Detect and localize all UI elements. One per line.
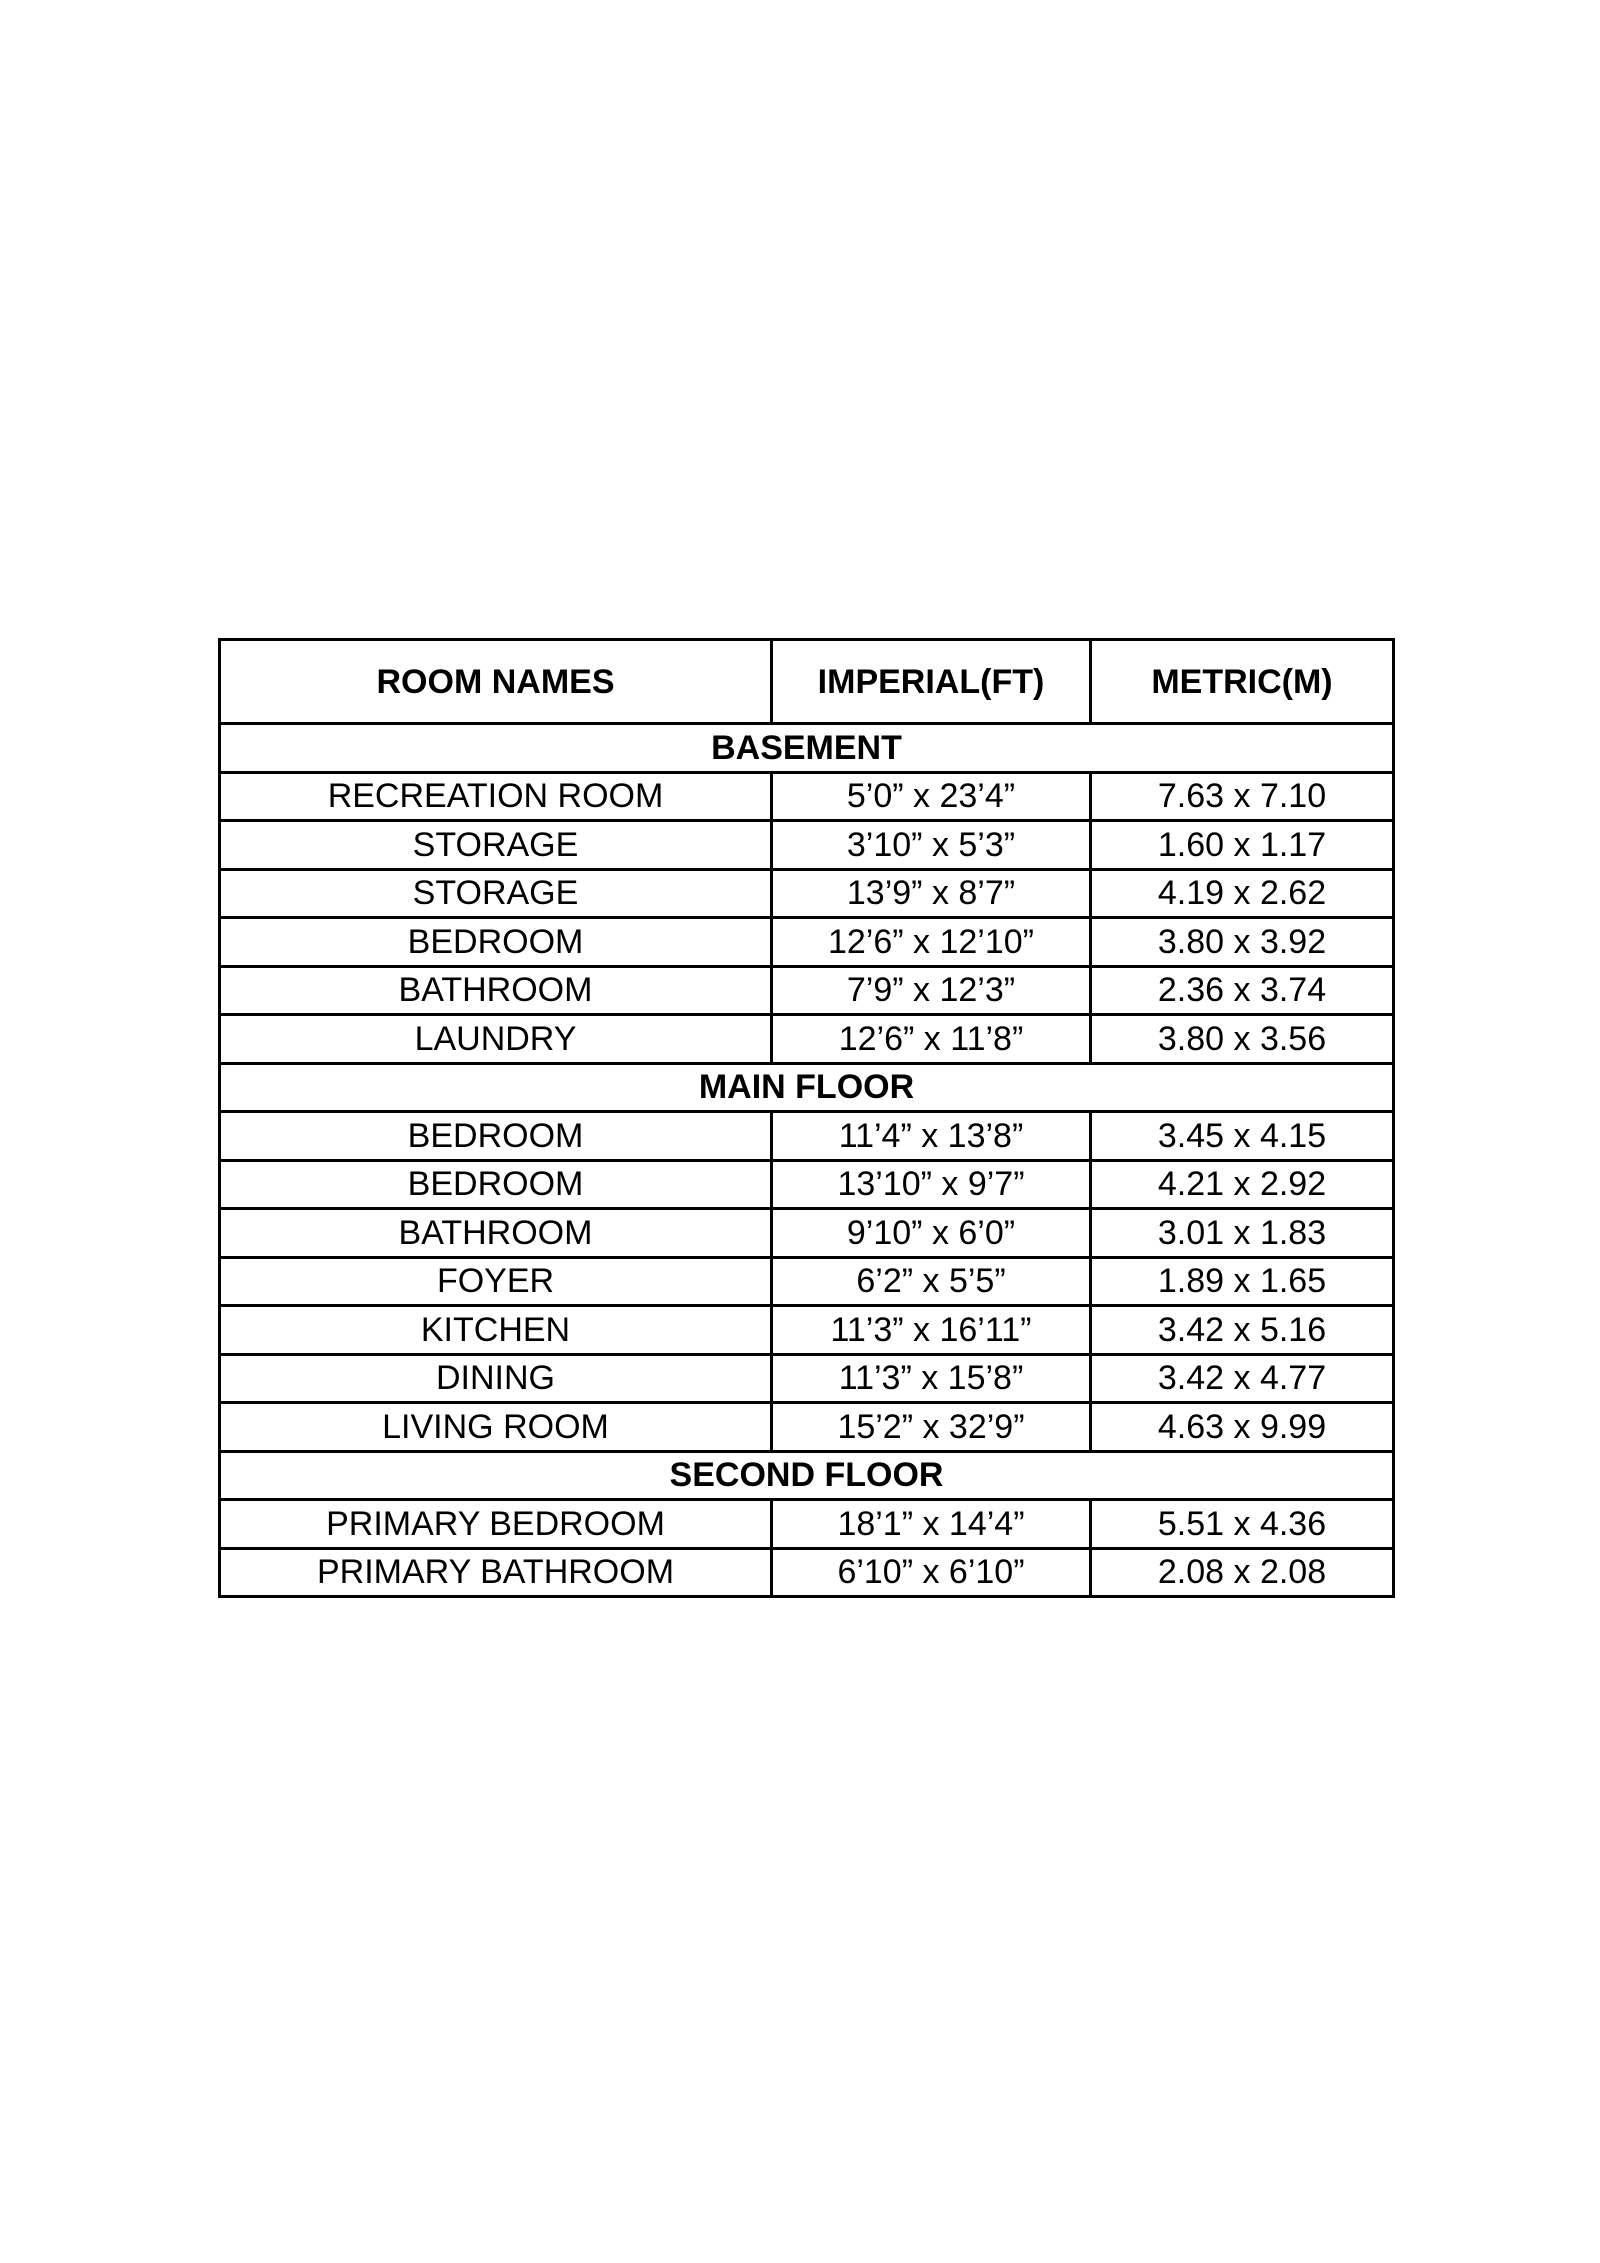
table-row (220, 821, 1394, 870)
section-row (220, 1063, 1394, 1112)
room-name-cell: BATHROOM (220, 966, 772, 1015)
imperial-cell: 5’0” x 23’4” (772, 772, 1091, 821)
metric-cell: 3.42 x 5.16 (1091, 1306, 1394, 1355)
metric-cell: 1.60 x 1.17 (1091, 821, 1394, 870)
table-row (220, 1160, 1394, 1209)
room-name-cell: PRIMARY BATHROOM (220, 1548, 772, 1597)
room-name-cell: KITCHEN (220, 1306, 772, 1355)
metric-cell: 4.21 x 2.92 (1091, 1160, 1394, 1209)
section-row (220, 724, 1394, 773)
metric-cell: 2.08 x 2.08 (1091, 1548, 1394, 1597)
table-row (220, 1209, 1394, 1258)
table-row (220, 1403, 1394, 1452)
room-name-cell: STORAGE (220, 869, 772, 918)
imperial-cell: 6’10” x 6’10” (772, 1548, 1091, 1597)
metric-cell: 3.80 x 3.56 (1091, 1015, 1394, 1064)
imperial-cell: 18’1” x 14’4” (772, 1500, 1091, 1549)
table-body (220, 724, 1394, 1597)
table-header (220, 640, 1394, 724)
metric-cell: 3.01 x 1.83 (1091, 1209, 1394, 1258)
header-room-names: ROOM NAMES (220, 640, 772, 724)
table-row (220, 869, 1394, 918)
metric-cell: 2.36 x 3.74 (1091, 966, 1394, 1015)
section-title: MAIN FLOOR (220, 1063, 1394, 1112)
room-name-cell: BEDROOM (220, 918, 772, 967)
imperial-cell: 3’10” x 5’3” (772, 821, 1091, 870)
room-name-cell: BEDROOM (220, 1112, 772, 1161)
table-row (220, 1354, 1394, 1403)
metric-cell: 1.89 x 1.65 (1091, 1257, 1394, 1306)
table-row (220, 1257, 1394, 1306)
header-row (220, 640, 1394, 724)
table-row (220, 918, 1394, 967)
imperial-cell: 11’4” x 13’8” (772, 1112, 1091, 1161)
table-row (220, 1015, 1394, 1064)
imperial-cell: 13’9” x 8’7” (772, 869, 1091, 918)
table-row (220, 1112, 1394, 1161)
room-name-cell: BATHROOM (220, 1209, 772, 1258)
metric-cell: 3.42 x 4.77 (1091, 1354, 1394, 1403)
table-row (220, 1548, 1394, 1597)
room-dimensions-table (218, 638, 1395, 1598)
table-row (220, 1500, 1394, 1549)
imperial-cell: 6’2” x 5’5” (772, 1257, 1091, 1306)
room-name-cell: STORAGE (220, 821, 772, 870)
room-name-cell: FOYER (220, 1257, 772, 1306)
imperial-cell: 7’9” x 12’3” (772, 966, 1091, 1015)
room-name-cell: RECREATION ROOM (220, 772, 772, 821)
imperial-cell: 12’6” x 11’8” (772, 1015, 1091, 1064)
imperial-cell: 13’10” x 9’7” (772, 1160, 1091, 1209)
imperial-cell: 12’6” x 12’10” (772, 918, 1091, 967)
room-name-cell: DINING (220, 1354, 772, 1403)
table-row (220, 966, 1394, 1015)
imperial-cell: 11’3” x 16’11” (772, 1306, 1091, 1355)
section-row (220, 1451, 1394, 1500)
room-name-cell: BEDROOM (220, 1160, 772, 1209)
header-metric: METRIC(M) (1091, 640, 1394, 724)
room-name-cell: LIVING ROOM (220, 1403, 772, 1452)
imperial-cell: 15’2” x 32’9” (772, 1403, 1091, 1452)
metric-cell: 7.63 x 7.10 (1091, 772, 1394, 821)
room-name-cell: LAUNDRY (220, 1015, 772, 1064)
imperial-cell: 11’3” x 15’8” (772, 1354, 1091, 1403)
table-row (220, 772, 1394, 821)
section-title: BASEMENT (220, 724, 1394, 773)
imperial-cell: 9’10” x 6’0” (772, 1209, 1091, 1258)
metric-cell: 3.45 x 4.15 (1091, 1112, 1394, 1161)
metric-cell: 4.63 x 9.99 (1091, 1403, 1394, 1452)
section-title: SECOND FLOOR (220, 1451, 1394, 1500)
header-imperial: IMPERIAL(FT) (772, 640, 1091, 724)
table-row (220, 1306, 1394, 1355)
room-name-cell: PRIMARY BEDROOM (220, 1500, 772, 1549)
metric-cell: 3.80 x 3.92 (1091, 918, 1394, 967)
metric-cell: 5.51 x 4.36 (1091, 1500, 1394, 1549)
metric-cell: 4.19 x 2.62 (1091, 869, 1394, 918)
